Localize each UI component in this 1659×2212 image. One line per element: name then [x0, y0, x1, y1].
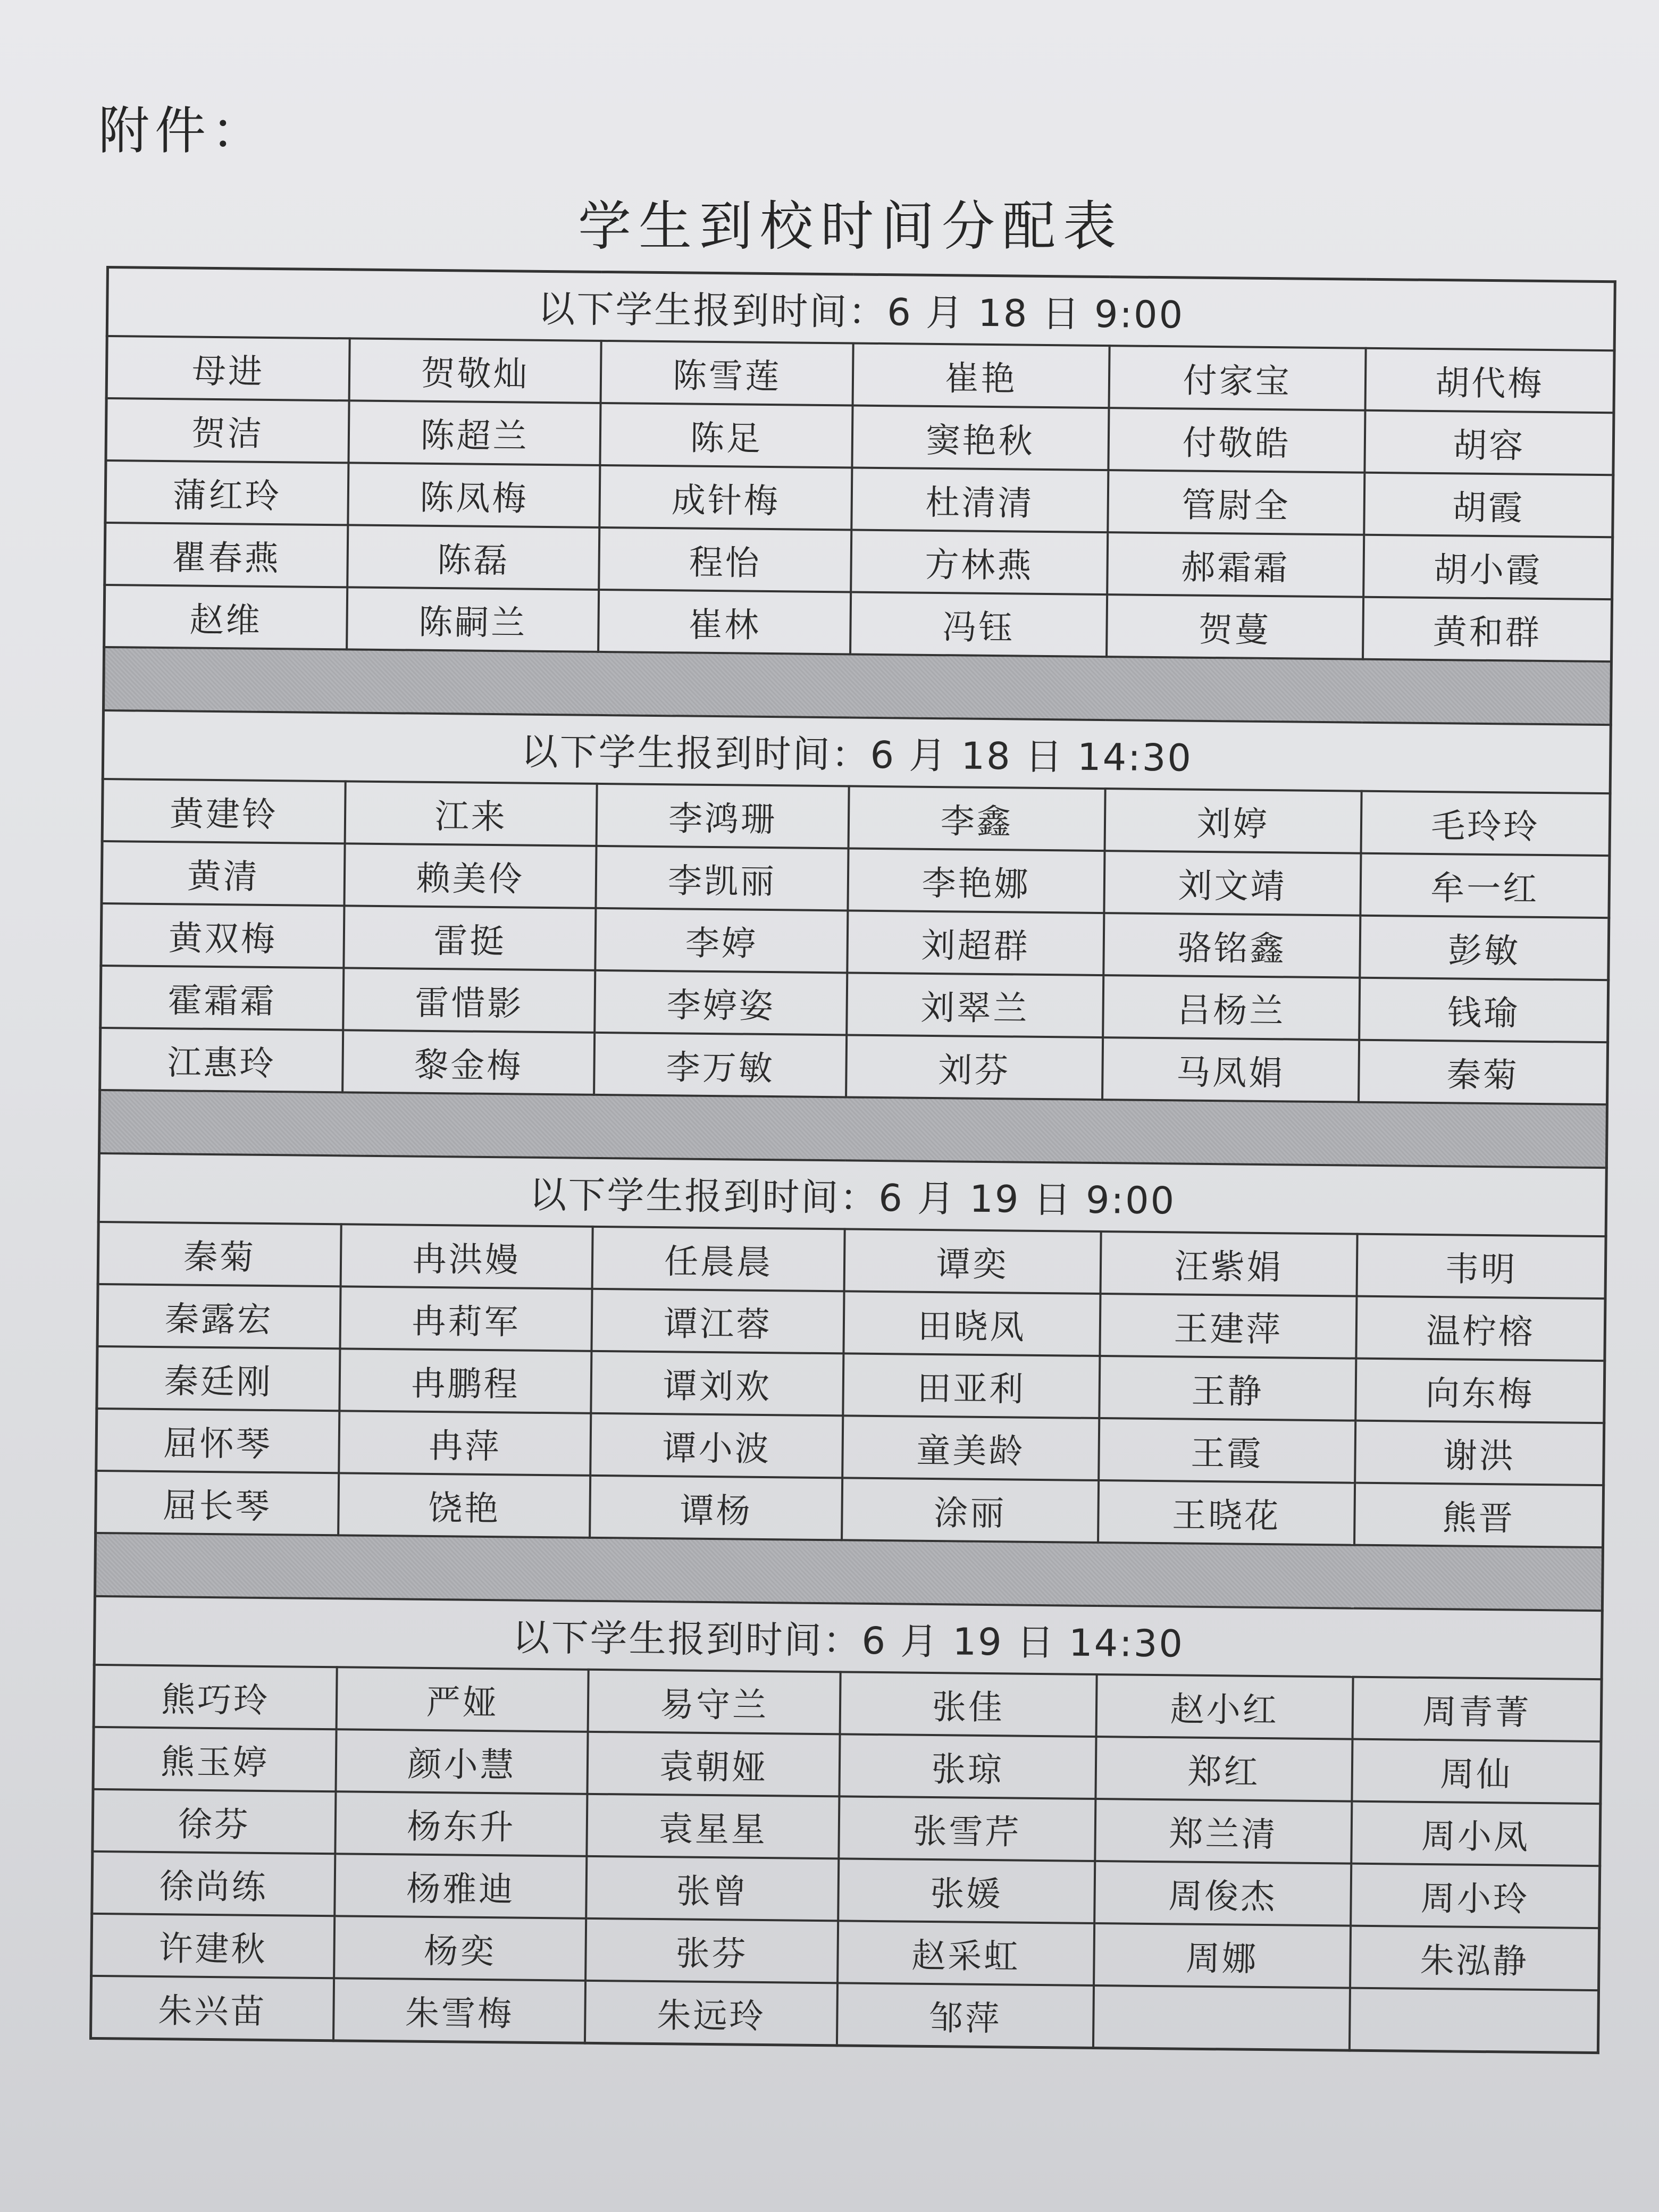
student-name-cell: 周青菁 [1352, 1677, 1602, 1741]
student-name-cell: 谭江蓉 [592, 1289, 844, 1354]
student-name-cell: 王霞 [1099, 1418, 1355, 1483]
student-name-cell: 牟一红 [1360, 853, 1610, 918]
student-name-cell: 许建秋 [91, 1914, 335, 1978]
student-name-cell: 秦露宏 [97, 1284, 341, 1348]
student-name-cell: 陈凤梅 [348, 463, 600, 527]
student-name-cell: 屈长琴 [96, 1471, 339, 1535]
student-name-cell: 熊巧玲 [94, 1665, 337, 1729]
schedule-table-body [91, 267, 1615, 2053]
student-name-cell: 陈嗣兰 [347, 587, 599, 652]
student-name-cell: 朱远玲 [585, 1981, 837, 2046]
student-name-cell: 赵采虹 [837, 1921, 1094, 1985]
student-name-cell: 秦菊 [98, 1222, 341, 1286]
student-name-cell: 杨雅迪 [334, 1854, 587, 1918]
student-name-cell: 熊晋 [1354, 1483, 1604, 1547]
student-name-cell: 涂丽 [842, 1478, 1099, 1543]
student-name-cell: 冉洪嫚 [341, 1224, 593, 1289]
student-name-cell: 刘文靖 [1104, 851, 1361, 916]
student-name-cell: 江来 [345, 781, 598, 846]
student-name-cell: 黄和群 [1363, 597, 1612, 661]
student-name-cell: 冯钰 [850, 592, 1107, 657]
student-name-cell: 王建萍 [1100, 1294, 1356, 1359]
student-name-cell: 钱瑜 [1359, 978, 1608, 1042]
student-name-cell: 蒲红玲 [105, 460, 349, 525]
student-name-cell: 赵维 [104, 585, 348, 649]
student-name-cell: 冉萍 [339, 1411, 591, 1476]
student-name-cell: 付敬皓 [1108, 408, 1365, 473]
student-name-cell: 饶艳 [338, 1473, 591, 1538]
student-name-cell: 杜清清 [851, 467, 1108, 532]
student-name-cell [1350, 1988, 1599, 2053]
student-name-cell: 秦廷刚 [97, 1346, 340, 1411]
student-name-cell: 程怡 [599, 527, 852, 592]
student-name-cell: 朱泓静 [1350, 1926, 1599, 1990]
student-name-cell: 任晨晨 [592, 1227, 845, 1292]
student-name-cell: 周小玲 [1351, 1864, 1600, 1928]
student-name-cell: 刘芬 [846, 1035, 1103, 1100]
student-name-cell: 谭杨 [590, 1476, 842, 1540]
student-name-cell: 成针梅 [600, 465, 852, 530]
student-name-cell: 严娅 [337, 1667, 589, 1732]
student-name-cell: 管尉全 [1108, 470, 1364, 535]
student-name-cell: 陈超兰 [348, 400, 601, 465]
student-name-cell: 赖美伶 [344, 843, 597, 908]
student-name-cell: 郝霜霜 [1107, 532, 1364, 597]
student-name-cell: 童美龄 [842, 1415, 1099, 1480]
attachment-label: 附件： [98, 101, 267, 161]
student-name-cell: 郑兰清 [1095, 1799, 1352, 1864]
student-name-cell: 王晓花 [1098, 1480, 1355, 1545]
student-name-cell: 李凯丽 [596, 846, 849, 911]
student-name-cell: 温柠榕 [1356, 1296, 1605, 1361]
student-name-cell: 刘超群 [847, 910, 1104, 975]
student-name-cell: 江惠玲 [100, 1028, 343, 1092]
student-name-cell: 贺蔓 [1107, 594, 1363, 659]
student-name-cell: 崔艳 [852, 343, 1109, 408]
student-name-cell: 陈足 [600, 403, 853, 468]
page-title: 学生到校时间分配表 [578, 195, 1124, 257]
student-name-cell: 张琼 [839, 1734, 1096, 1799]
student-name-cell: 周俊杰 [1094, 1861, 1351, 1926]
student-name-cell: 谭小波 [591, 1413, 843, 1478]
student-name-cell: 冉莉军 [340, 1286, 592, 1351]
student-name-cell: 骆铭鑫 [1103, 913, 1360, 978]
student-name-cell: 张媛 [838, 1858, 1095, 1923]
student-name-cell: 马凤娟 [1102, 1037, 1359, 1102]
student-name-cell: 屈怀琴 [96, 1409, 340, 1473]
student-name-cell: 周仙 [1352, 1739, 1601, 1804]
student-name-cell: 胡霞 [1364, 473, 1613, 537]
student-name-cell: 熊玉婷 [93, 1727, 337, 1791]
schedule-sheet [89, 266, 1616, 2054]
section-title: 以下学生报到时间：6 月 18 日 9:00 [107, 267, 1615, 351]
student-name-cell: 易守兰 [588, 1670, 841, 1735]
student-name-cell: 谭奕 [844, 1229, 1101, 1294]
student-name-cell: 赵小红 [1096, 1674, 1353, 1739]
student-name-cell: 汪紫娟 [1100, 1231, 1357, 1296]
student-name-cell: 胡代梅 [1365, 348, 1614, 413]
student-name-cell: 陈雪莲 [601, 341, 853, 406]
student-name-cell: 田晓凤 [843, 1291, 1100, 1356]
student-name-cell: 贺洁 [106, 398, 349, 463]
student-name-cell: 方林燕 [851, 530, 1108, 594]
schedule-table [89, 266, 1616, 2054]
student-name-cell: 张芬 [585, 1918, 838, 1983]
student-name-cell: 杨奕 [334, 1916, 586, 1981]
student-name-cell: 刘翠兰 [847, 973, 1103, 1037]
student-name-cell: 陈磊 [347, 525, 600, 590]
student-name-cell: 付家宝 [1109, 346, 1365, 410]
student-name-cell: 胡容 [1364, 410, 1614, 475]
student-name-cell: 黎金梅 [342, 1030, 595, 1095]
student-name-cell: 向东梅 [1355, 1359, 1605, 1423]
student-name-cell: 李鑫 [848, 786, 1105, 851]
section-title: 以下学生报到时间：6 月 19 日 9:00 [98, 1153, 1606, 1236]
student-name-cell: 田亚利 [843, 1353, 1100, 1418]
student-name-cell: 颜小慧 [336, 1729, 588, 1794]
student-name-cell: 谭刘欢 [591, 1351, 844, 1416]
student-name-cell: 张佳 [840, 1672, 1096, 1737]
student-name-cell: 王静 [1099, 1356, 1356, 1421]
student-name-cell: 彭敏 [1360, 916, 1609, 980]
student-name-cell: 周娜 [1094, 1923, 1351, 1988]
student-name-cell: 贺敬灿 [349, 338, 602, 403]
student-name-cell: 杨东升 [335, 1791, 588, 1856]
student-name-cell: 窦艳秋 [852, 405, 1109, 470]
student-name-cell: 胡小霞 [1363, 535, 1613, 599]
student-name-cell: 黄双梅 [101, 903, 345, 968]
student-name-cell: 李婷 [596, 908, 848, 973]
student-name-cell: 周小凤 [1351, 1802, 1601, 1866]
student-name-cell: 霍霜霜 [100, 966, 344, 1030]
student-name-cell: 母进 [106, 336, 350, 400]
student-name-cell: 崔林 [598, 590, 851, 655]
student-name-cell: 袁星星 [587, 1794, 840, 1859]
student-name-cell: 雷惜影 [343, 968, 596, 1033]
student-name-cell: 秦菊 [1359, 1040, 1608, 1104]
student-name-cell [1093, 1985, 1350, 2050]
student-name-cell: 李婷姿 [595, 970, 848, 1035]
student-name-cell: 刘婷 [1104, 789, 1361, 853]
student-name-cell: 冉鹏程 [339, 1348, 592, 1413]
student-name-cell: 张雪芹 [839, 1796, 1095, 1861]
student-name-cell: 李万敏 [594, 1033, 847, 1097]
student-name-cell: 张曾 [586, 1856, 839, 1921]
student-name-cell: 黄建铃 [102, 779, 346, 843]
student-name-cell: 朱兴苗 [91, 1976, 334, 2041]
student-name-cell: 朱雪梅 [333, 1978, 586, 2043]
student-name-cell: 毛玲玲 [1361, 791, 1610, 856]
student-name-cell: 李鸿珊 [597, 784, 849, 849]
student-name-cell: 瞿春燕 [105, 523, 348, 587]
student-name-cell: 雷挺 [343, 906, 596, 970]
student-name-cell: 袁朝娅 [588, 1732, 840, 1797]
student-name-cell: 徐芬 [93, 1789, 336, 1854]
student-name-cell: 黄清 [102, 841, 345, 906]
student-name-cell: 邹萍 [837, 1983, 1094, 2048]
student-name-cell: 李艳娜 [848, 848, 1104, 913]
section-title: 以下学生报到时间：6 月 19 日 14:30 [94, 1596, 1602, 1679]
student-name-cell: 吕杨兰 [1103, 975, 1360, 1040]
student-name-cell: 徐尚练 [92, 1851, 336, 1916]
student-name-cell: 韦明 [1356, 1234, 1606, 1298]
section-title: 以下学生报到时间：6 月 18 日 14:30 [103, 710, 1611, 793]
student-name-cell: 郑红 [1095, 1737, 1352, 1802]
student-name-cell: 谢洪 [1355, 1421, 1604, 1485]
